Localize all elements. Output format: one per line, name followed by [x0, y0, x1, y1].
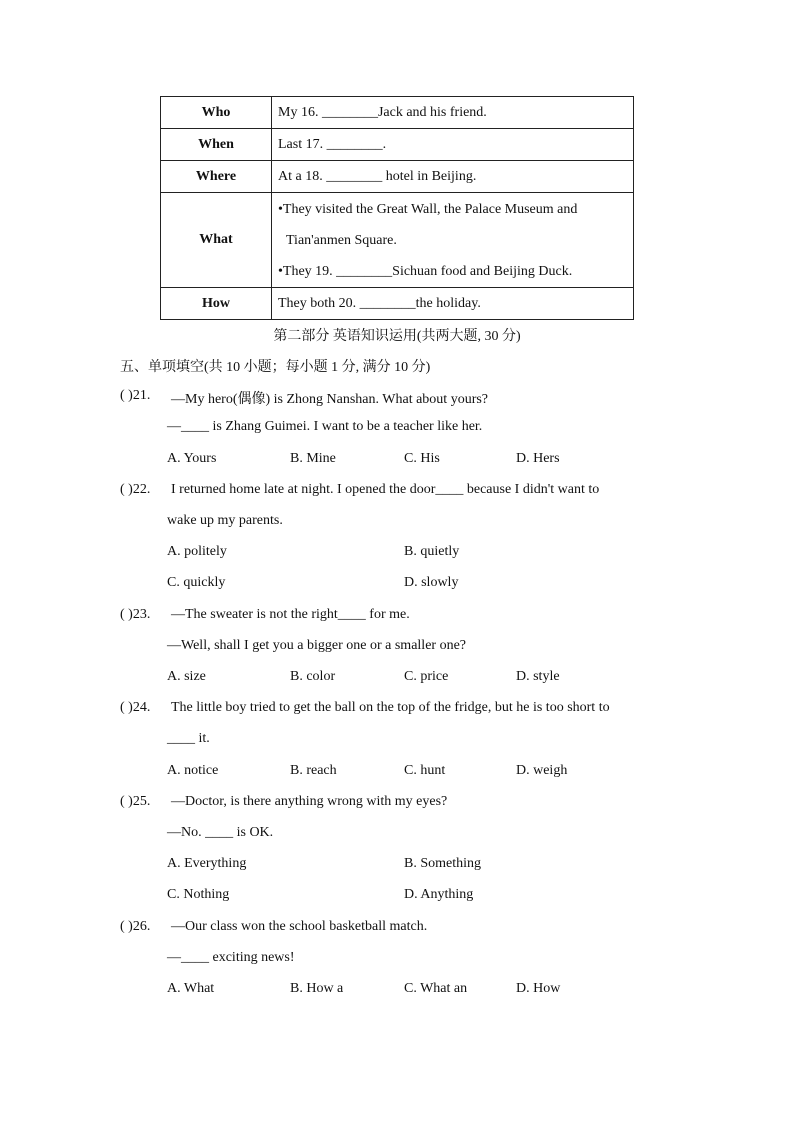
option-a[interactable]: A. What — [167, 981, 215, 996]
table-row — [161, 161, 634, 193]
what-line: Tian'anmen Square. — [286, 232, 397, 248]
question-number: ( )22. — [120, 482, 151, 497]
question-number: ( )25. — [120, 794, 151, 809]
option-c[interactable]: C. What an — [404, 981, 468, 996]
question-stem-line2: —____ is Zhang Guimei. I want to be a teacher like her. — [167, 419, 483, 434]
question-number: ( )23. — [120, 607, 151, 622]
option-a[interactable]: A. Yours — [167, 451, 217, 466]
question-number: ( )21. — [120, 388, 151, 403]
option-c[interactable]: C. price — [404, 669, 449, 684]
option-a[interactable]: A. notice — [167, 763, 219, 778]
option-b[interactable]: B. reach — [290, 763, 337, 778]
question-stem: The little boy tried to get the ball on the top of the fridge, but he is too short to — [171, 700, 610, 715]
row-value: At a 18. ________ hotel in Beijing. — [272, 161, 634, 193]
row-label: Who — [161, 97, 272, 129]
row-label: When — [161, 129, 272, 161]
option-b[interactable]: B. How a — [290, 981, 344, 996]
question-stem: I returned home late at night. I opened the door____ because I didn't want to — [171, 482, 600, 497]
question-stem-line2: —Well, shall I get you a bigger one or a smaller one? — [167, 638, 466, 653]
option-d[interactable]: D. Hers — [516, 451, 560, 466]
option-d[interactable]: D. weigh — [516, 763, 568, 778]
question-number: ( )26. — [120, 919, 151, 934]
section-title: 五、单项填空(共 10 小题；每小题 1 分, 满分 10 分) — [120, 360, 431, 375]
option-a[interactable]: A. politely — [167, 544, 227, 559]
question-stem-line2: —No. ____ is OK. — [167, 825, 274, 840]
option-d[interactable]: D. How — [516, 981, 561, 996]
option-b[interactable]: B. quietly — [404, 544, 460, 559]
row-label: How — [161, 288, 272, 320]
table-row — [161, 288, 634, 320]
option-b[interactable]: B. Something — [404, 856, 482, 871]
option-b[interactable]: B. color — [290, 669, 336, 684]
part-title: 第二部分 英语知识运用(共两大题, 30 分) — [273, 329, 521, 344]
question-stem: —The sweater is not the right____ for me. — [171, 607, 410, 622]
what-line: •They 19. ________Sichuan food and Beijing Duck. — [278, 263, 573, 279]
question-stem-line2: wake up my parents. — [167, 513, 283, 528]
row-value: Last 17. ________. — [272, 129, 634, 161]
question-stem: —Doctor, is there anything wrong with my eyes? — [171, 794, 448, 809]
option-d[interactable]: D. slowly — [404, 575, 459, 590]
row-label: What — [161, 193, 272, 288]
option-c[interactable]: C. His — [404, 451, 440, 466]
question-stem-line2: ____ it. — [167, 731, 210, 746]
option-d[interactable]: D. style — [516, 669, 560, 684]
option-d[interactable]: D. Anything — [404, 887, 474, 902]
info-table — [160, 96, 634, 320]
row-value: They both 20. ________the holiday. — [272, 288, 634, 320]
question-number: ( )24. — [120, 700, 151, 715]
question-stem: —Our class won the school basketball match. — [171, 919, 428, 934]
what-line: •They visited the Great Wall, the Palace Museum and — [278, 201, 578, 217]
option-a[interactable]: A. Everything — [167, 856, 247, 871]
option-a[interactable]: A. size — [167, 669, 206, 684]
row-label: Where — [161, 161, 272, 193]
option-b[interactable]: B. Mine — [290, 451, 336, 466]
table-row — [161, 193, 634, 288]
table-row — [161, 97, 634, 129]
option-c[interactable]: C. Nothing — [167, 887, 230, 902]
question-stem: —My hero(偶像) is Zhong Nanshan. What about yours? — [171, 392, 489, 407]
option-c[interactable]: C. hunt — [404, 763, 446, 778]
option-c[interactable]: C. quickly — [167, 575, 226, 590]
row-value: My 16. ________Jack and his friend. — [272, 97, 634, 129]
question-stem-line2: —____ exciting news! — [167, 950, 295, 965]
row-value — [272, 193, 634, 288]
table-row — [161, 129, 634, 161]
